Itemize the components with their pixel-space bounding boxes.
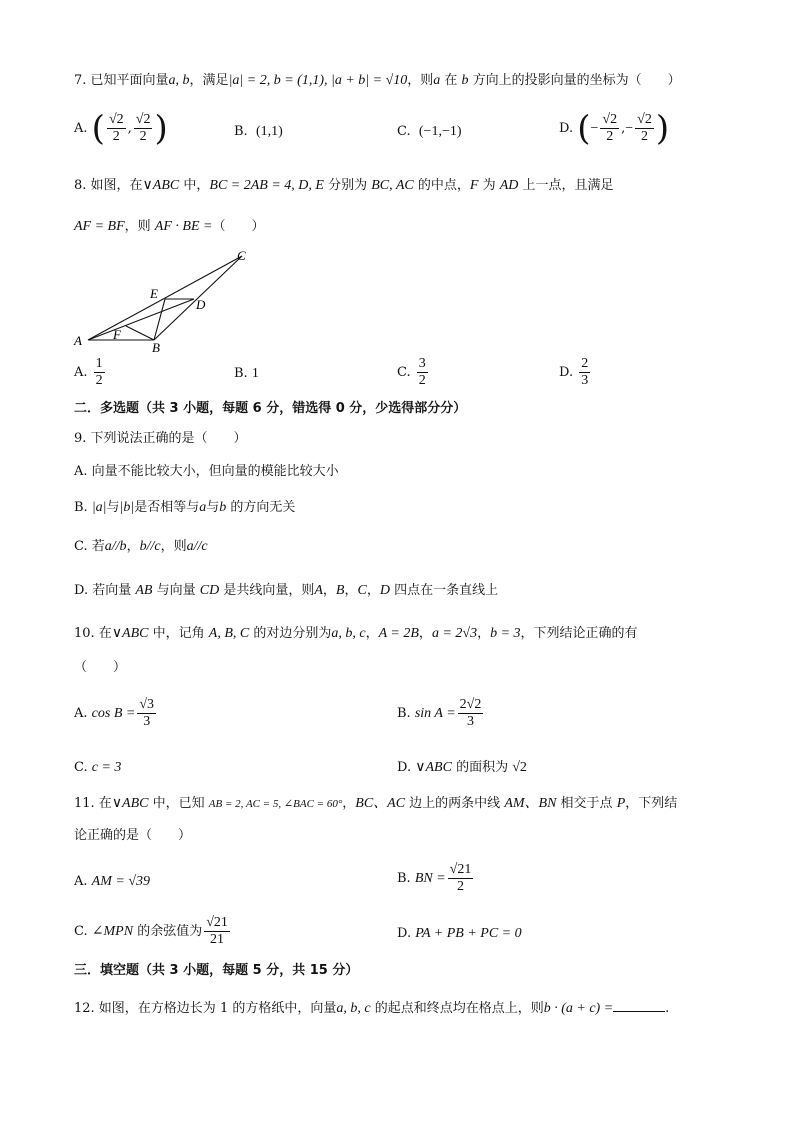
q8-dot-product: AF · BE = — [154, 219, 213, 234]
q10-stem: 10. 在∨ABC 中，记角 A, B, C 的对边分别为a, b, c，A = 2B，a = 2√3，b = 3，下列结论正确的有 — [74, 626, 638, 641]
q9-stem: 9. 下列说法正确的是（ ） — [74, 431, 247, 446]
line-bf — [126, 326, 154, 340]
q8-option-d: D. $\frac{2}{3}$ — [559, 356, 589, 388]
q9-option-a: A. 向量不能比较大小，但向量的模能比较大小 — [74, 464, 339, 479]
section-2-heading: 二．多选题（共 3 小题，每题 6 分，错选得 0 分，少选得部分分） — [74, 401, 467, 416]
point-f-label: F — [113, 327, 121, 342]
q7-option-a-label: A. — [74, 121, 88, 136]
q8-triangle-figure — [70, 246, 260, 354]
point-b-label: B — [152, 340, 160, 354]
point-d-label: D — [196, 297, 206, 312]
q7-option-d-label: D. — [559, 121, 574, 136]
q9-option-d: D. 若向量 AB 与向量 CD 是共线向量，则A，B，C，D 四点在一条直线上 — [74, 583, 499, 598]
q7-vector-b: b — [461, 73, 469, 88]
q7-vector-a: a — [433, 73, 441, 88]
q8-condition: BC = 2AB = 4, D, E — [209, 178, 324, 193]
q8-option-a: A. $\frac{1}{2}$ — [74, 356, 103, 388]
q11-option-b: B. BN = $\frac{√21}{2}$ — [397, 862, 472, 894]
q12-expression: b · (a + c) = — [543, 1001, 614, 1016]
q8-condition-af-bf: AF = BF — [74, 219, 125, 234]
q8-option-c: C. $\frac{3}{2}$ — [397, 356, 426, 388]
q7-option-d: D. (− $\frac{√2}{2}$ ,− $\frac{√2}{2}$ ) — [559, 108, 670, 149]
q7-stem-text-b: ，满足 — [189, 73, 229, 88]
q7-vectors: a, b — [168, 73, 190, 88]
q7-stem-text-d: 在 — [440, 73, 462, 88]
q7-option-c — [397, 123, 462, 141]
q8-stem: 8. 如图，在∨ABC 中，BC = 2AB = 4, D, E 分别为 BC, AC 的中点，F 为 AD 上一点，且满足 — [74, 178, 614, 193]
q10-option-a: A. cos B = $\frac{√3}{3}$ — [74, 697, 155, 729]
q7-option-b-label: B. — [234, 124, 248, 139]
q7-stem — [74, 72, 681, 90]
q7-option-b-value: (1,1) — [255, 124, 283, 139]
q7-stem-text-a: 7. 已知平面向量 — [74, 73, 169, 88]
q7-option-b — [234, 123, 283, 141]
q8-triangle: ∨ABC — [142, 178, 180, 193]
q8-stem-line2: AF = BF，则 AF · BE =（ ） — [74, 219, 265, 234]
q11-option-c: C. ∠MPN 的余弦值为 $\frac{√21}{21}$ — [74, 915, 228, 947]
section-3-heading: 三．填空题（共 3 小题，每题 5 分，共 15 分） — [74, 963, 359, 978]
q10-option-b: B. sin A = $\frac{2√2}{3}$ — [397, 697, 482, 729]
q7-condition: |a| = 2, b = (1,1), |a + b| = √10 — [228, 73, 408, 88]
q10-option-d: D. ∨ABC 的面积为 √2 — [397, 760, 527, 775]
q8-option-b: B. 1 — [234, 366, 259, 381]
q7-option-a: A. ( $\frac{√2}{2}$ , $\frac{√2}{2}$ ) — [74, 108, 168, 149]
q7-option-c-label: C. — [397, 124, 411, 139]
q9-option-b: B. |a|与|b|是否相等与a与b 的方向无关 — [74, 500, 296, 515]
q12-stem: 12. 如图，在方格边长为 1 的方格纸中，向量a, b, c 的起点和终点均在格点上，则b · (a + c) = . — [74, 1001, 670, 1016]
q7-option-c-value: (−1,−1) — [418, 124, 462, 139]
q10-paren: （ ） — [74, 660, 127, 675]
q11-stem-line2: 论正确的是（ ） — [74, 828, 192, 843]
q12-answer-blank[interactable] — [613, 999, 665, 1012]
q11-option-d: D. PA + PB + PC = 0 — [397, 926, 522, 941]
line-eb — [154, 299, 165, 340]
point-e-label: E — [150, 286, 158, 301]
q10-option-c: C. c = 3 — [74, 760, 122, 775]
line-ac — [88, 256, 242, 340]
q7-stem-text-c: ，则 — [407, 73, 434, 88]
q11-stem: 11. 在∨ABC 中，已知 AB = 2, AC = 5, ∠BAC = 60°，BC、AC 边上的两条中线 AM、BN 相交于点 P，下列结 — [74, 796, 678, 811]
q9-option-c: C. 若a//b，b//c，则a//c — [74, 539, 208, 554]
point-c-label: C — [237, 248, 246, 263]
q7-stem-text-e: 方向上的投影向量的坐标为（ ） — [468, 73, 681, 88]
q11-option-a: A. AM = √39 — [74, 874, 151, 889]
point-a-label: A — [74, 333, 82, 348]
